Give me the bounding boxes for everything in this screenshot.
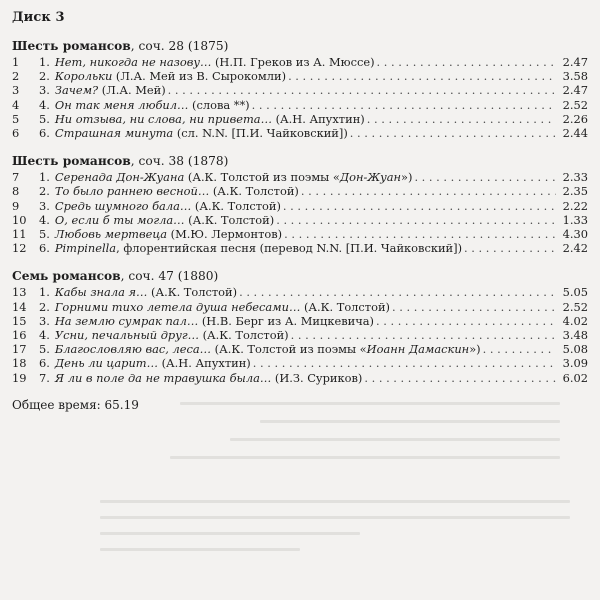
song-credit: (А.К. Толстой из поэмы «	[211, 342, 367, 357]
opus-item-number: 2.	[39, 69, 50, 84]
bleed-through-line	[230, 438, 560, 441]
track-description	[39, 342, 481, 356]
track-number: 17	[12, 342, 27, 357]
track-description	[39, 170, 412, 184]
track-duration: 1.33	[562, 212, 588, 227]
dot-leader	[301, 184, 556, 198]
track-row	[12, 371, 588, 385]
section-title: Семь романсов	[12, 269, 121, 284]
tracklist-page	[12, 10, 588, 412]
track-duration: 5.08	[562, 342, 588, 357]
track-number: 7	[12, 170, 20, 185]
track-row	[12, 112, 588, 126]
song-credit: (сл. N.N. [П.И. Чайковский])	[173, 126, 348, 141]
section	[12, 268, 588, 384]
total-time: Общее время: 65.19	[12, 397, 139, 412]
song-title: Серенада Дон-Жуана	[54, 170, 185, 185]
opus-item-number: 7.	[39, 370, 50, 385]
track-number: 6	[12, 126, 20, 141]
section	[12, 153, 588, 255]
song-title: Он так меня любил…	[54, 97, 189, 112]
opus-item-number: 1.	[39, 170, 50, 185]
section-heading	[12, 153, 588, 170]
track-description	[39, 300, 390, 314]
track-row	[12, 356, 588, 370]
track-description	[39, 199, 281, 213]
song-title: Корольки	[54, 69, 113, 84]
track-number: 9	[12, 198, 20, 213]
section-heading	[12, 268, 588, 285]
opus-item-number: 4.	[39, 97, 50, 112]
song-credit: (А.К. Толстой из поэмы «	[184, 170, 340, 185]
bleed-through-line	[180, 402, 560, 405]
track-duration: 3.09	[562, 356, 588, 371]
song-title: Горними тихо летела душа небесами…	[54, 299, 301, 314]
track-number: 1	[12, 55, 20, 69]
opus-item-number: 6.	[39, 356, 50, 371]
source-poem-title: Иоанн Дамаскин	[366, 342, 470, 357]
track-description	[39, 314, 374, 328]
track-row	[12, 342, 588, 356]
dot-leader	[483, 342, 556, 356]
track-row	[12, 314, 588, 328]
opus-item-number: 1.	[39, 285, 50, 300]
dot-leader	[276, 213, 556, 227]
dot-leader	[367, 112, 556, 126]
track-row	[12, 300, 588, 314]
dot-leader	[284, 227, 556, 241]
opus-item-number: 6.	[39, 241, 50, 256]
opus-item-number: 5.	[39, 111, 50, 126]
bleed-through-line	[170, 456, 560, 459]
track-row	[12, 241, 588, 255]
track-number: 2	[12, 69, 20, 84]
track-description	[39, 98, 250, 112]
track-description	[39, 328, 289, 342]
dot-leader	[288, 69, 556, 83]
song-credit: (А.Н. Апухтин)	[157, 356, 251, 371]
track-row	[12, 285, 588, 299]
section-opus: , соч. 38 (1878)	[130, 154, 229, 169]
track-number: 14	[12, 299, 27, 314]
track-description	[39, 356, 251, 370]
song-title: О, если б ты могла…	[54, 212, 185, 227]
track-row	[12, 98, 588, 112]
dot-leader	[464, 241, 556, 255]
song-credit: (А.К. Толстой)	[147, 285, 238, 300]
song-credit: (Н.В. Берг из А. Мицкевича)	[198, 313, 374, 328]
opus-item-number: 6.	[39, 126, 50, 141]
track-description	[39, 126, 348, 140]
dot-leader	[392, 300, 556, 314]
bleed-through-line	[100, 516, 570, 519]
track-duration: 2.22	[562, 198, 588, 213]
track-duration: 2.52	[562, 299, 588, 314]
track-duration: 5.05	[562, 285, 588, 300]
section-opus: , соч. 47 (1880)	[120, 269, 219, 284]
dot-leader	[364, 371, 556, 385]
track-duration: 6.02	[562, 370, 588, 385]
track-number: 4	[12, 97, 20, 112]
bleed-through-line	[100, 500, 570, 503]
song-credit-end: »)	[401, 170, 413, 185]
song-title: День ли царит…	[54, 356, 158, 371]
track-duration: 3.48	[562, 328, 588, 343]
track-number: 5	[12, 111, 20, 126]
song-credit: (А.К. Толстой)	[184, 212, 275, 227]
track-duration: 2.35	[562, 184, 588, 199]
track-description	[39, 285, 237, 299]
song-credit: (Л.А. Мей из В. Сырокомли)	[112, 69, 287, 84]
track-description	[39, 83, 166, 97]
opus-item-number: 3.	[39, 198, 50, 213]
opus-item-number: 5.	[39, 342, 50, 357]
section-opus: , соч. 28 (1875)	[130, 39, 229, 53]
sections-container	[12, 38, 588, 385]
track-duration: 2.44	[562, 126, 588, 141]
track-duration: 4.02	[562, 313, 588, 328]
song-credit: (А.К. Толстой)	[198, 328, 289, 343]
song-title: Любовь мертвеца	[54, 227, 168, 242]
track-duration: 2.52	[562, 97, 588, 112]
track-description	[39, 69, 286, 83]
track-duration: 2.47	[562, 55, 588, 69]
track-row	[12, 213, 588, 227]
section-title: Шесть романсов	[12, 39, 131, 53]
track-row	[12, 126, 588, 140]
track-number: 18	[12, 356, 27, 371]
opus-item-number: 3.	[39, 313, 50, 328]
song-title: Зачем?	[54, 83, 99, 98]
track-description	[39, 184, 299, 198]
song-title: Благословляю вас, леса…	[54, 342, 212, 357]
dot-leader	[252, 98, 556, 112]
disc-title: Диск 3	[12, 10, 65, 25]
dot-leader	[350, 126, 556, 140]
song-credit: (слова **)	[188, 97, 250, 112]
song-title: Средь шумного бала…	[54, 198, 192, 213]
track-row	[12, 170, 588, 184]
song-title: Нет, никогда не назову…	[54, 55, 212, 69]
opus-item-number: 2.	[39, 299, 50, 314]
dot-leader	[253, 356, 556, 370]
song-credit: (А.К. Толстой)	[209, 184, 299, 199]
track-description	[39, 371, 362, 385]
opus-item-number: 3.	[39, 83, 50, 98]
song-title: Усни, печальный друг…	[54, 328, 199, 343]
track-duration: 3.58	[562, 69, 588, 84]
track-description	[39, 227, 282, 241]
track-row	[12, 199, 588, 213]
track-number: 8	[12, 184, 20, 199]
section	[12, 38, 588, 140]
track-row	[12, 69, 588, 83]
track-number: 11	[12, 227, 27, 242]
song-title: На землю сумрак пал…	[54, 313, 199, 328]
dot-leader	[376, 314, 556, 328]
dot-leader	[239, 285, 556, 299]
song-title: Pimpinella	[54, 241, 117, 256]
dot-leader	[168, 83, 556, 97]
section-heading	[12, 38, 588, 55]
track-number: 16	[12, 328, 27, 343]
source-poem-title: Дон-Жуан	[339, 170, 402, 185]
song-title: Я ли в поле да не травушка была…	[54, 370, 272, 385]
song-credit: (А.К. Толстой)	[191, 198, 281, 213]
track-number: 10	[12, 212, 27, 227]
track-description	[39, 213, 274, 227]
dot-leader	[377, 55, 556, 69]
track-number: 15	[12, 313, 27, 328]
track-duration: 2.26	[562, 111, 588, 126]
song-credit: , флорентийская песня (перевод N.N. [П.И. Чайковский])	[116, 241, 463, 256]
track-number: 3	[12, 83, 20, 98]
track-row	[12, 227, 588, 241]
opus-item-number: 1.	[39, 55, 50, 69]
track-number: 19	[12, 370, 27, 385]
song-title: Ни отзыва, ни слова, ни привета…	[54, 111, 272, 126]
track-row	[12, 328, 588, 342]
song-title: Страшная минута	[54, 126, 174, 141]
song-title: Кабы знала я…	[54, 285, 148, 300]
track-number: 12	[12, 241, 27, 256]
track-description	[39, 241, 462, 255]
track-duration: 4.30	[562, 227, 588, 242]
bleed-through-line	[100, 532, 360, 535]
bleed-through-line	[260, 420, 560, 423]
dot-leader	[414, 170, 556, 184]
opus-item-number: 4.	[39, 328, 50, 343]
song-credit: (А.К. Толстой)	[300, 299, 390, 314]
track-duration: 2.47	[562, 83, 588, 98]
section-title: Шесть романсов	[12, 154, 131, 169]
song-credit: (М.Ю. Лермонтов)	[167, 227, 283, 242]
opus-item-number: 4.	[39, 212, 50, 227]
song-credit: (Н.П. Греков из А. Мюссе)	[211, 55, 375, 69]
song-credit: (Л.А. Мей)	[98, 83, 166, 98]
track-row	[12, 55, 588, 69]
track-description	[39, 112, 365, 126]
song-credit: (И.З. Суриков)	[271, 370, 363, 385]
song-title: То было раннею весной…	[54, 184, 210, 199]
bleed-through-line	[100, 548, 300, 551]
track-number: 13	[12, 285, 27, 300]
song-credit-end: »)	[469, 342, 481, 357]
song-credit: (А.Н. Апухтин)	[271, 111, 365, 126]
opus-item-number: 5.	[39, 227, 50, 242]
track-row	[12, 83, 588, 97]
track-description	[39, 55, 375, 69]
track-row	[12, 184, 588, 198]
dot-leader	[291, 328, 556, 342]
track-duration: 2.33	[562, 170, 588, 185]
track-duration: 2.42	[562, 241, 588, 256]
opus-item-number: 2.	[39, 184, 50, 199]
dot-leader	[283, 199, 556, 213]
